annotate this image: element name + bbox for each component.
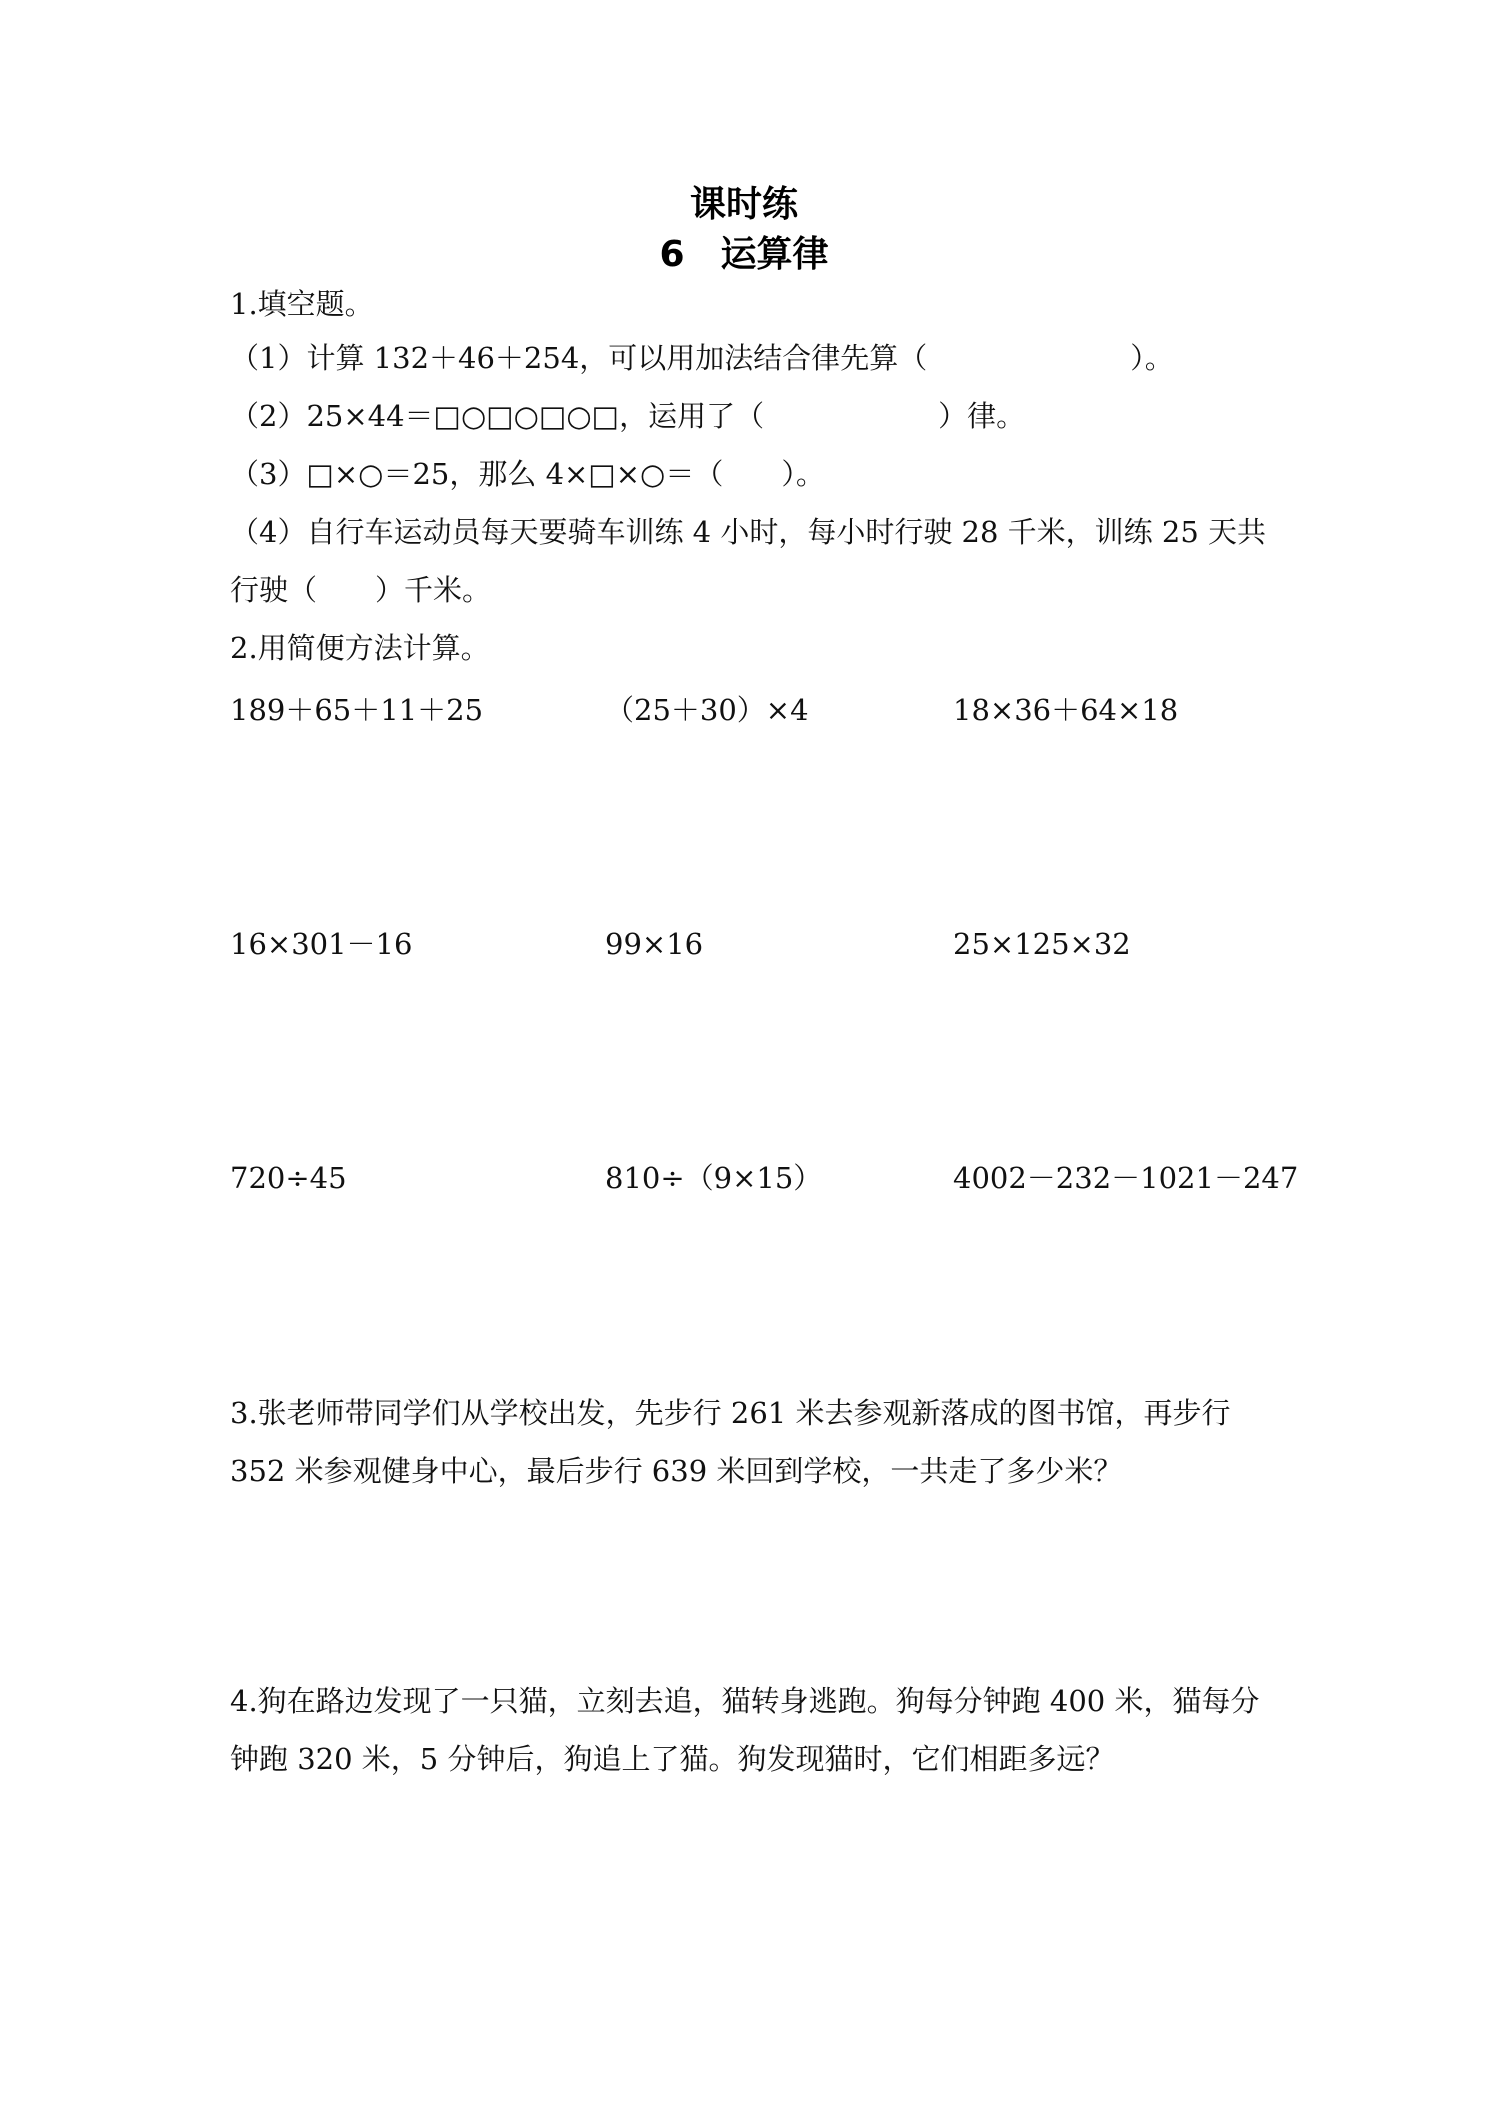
lesson-title: 6 运算律 — [659, 234, 829, 275]
q2-heading: 2.用简便方法计算。 — [230, 631, 490, 665]
q3-text-line-2: 352 米参观健身中心，最后步行 639 米回到学校，一共走了多少米？ — [230, 1454, 1123, 1488]
q4-text-line-1: 4.狗在路边发现了一只猫，立刻去追，猫转身逃跑。狗每分钟跑 400 米，猫每分 — [230, 1684, 1260, 1718]
q4-text-line-2: 钟跑 320 米，5 分钟后，狗追上了猫。狗发现猫时，它们相距多远？ — [230, 1742, 1115, 1776]
q1-item-3: （3）□×○＝25，那么 4×□×○＝（ ）。 — [230, 457, 825, 491]
calc-problem: （25＋30）×4 — [605, 693, 809, 727]
calc-problem: 810÷（9×15） — [605, 1161, 823, 1195]
q1-item-4-cont: 行驶（ ）千米。 — [230, 573, 492, 607]
q1-heading: 1.填空题。 — [230, 287, 374, 321]
calc-problem: 189＋65＋11＋25 — [230, 693, 484, 727]
page-title: 课时练 — [689, 184, 798, 225]
q1-item-1: （1）计算 132＋46＋254，可以用加法结合律先算（ ）。 — [230, 341, 1174, 375]
calc-problem: 4002－232－1021－247 — [953, 1161, 1299, 1195]
q3-text-line-1: 3.张老师带同学们从学校出发，先步行 261 米去参观新落成的图书馆，再步行 — [230, 1396, 1231, 1430]
q1-item-2: （2）25×44＝□○□○□○□，运用了（ ）律。 — [230, 399, 1026, 433]
calc-problem: 16×301－16 — [230, 927, 413, 961]
calc-problem: 25×125×32 — [953, 927, 1131, 961]
calc-problem: 18×36＋64×18 — [953, 693, 1179, 727]
calc-problem: 99×16 — [605, 927, 704, 961]
q1-item-4: （4）自行车运动员每天要骑车训练 4 小时，每小时行驶 28 千米，训练 25 天共 — [230, 515, 1267, 549]
calc-problem: 720÷45 — [230, 1161, 347, 1195]
